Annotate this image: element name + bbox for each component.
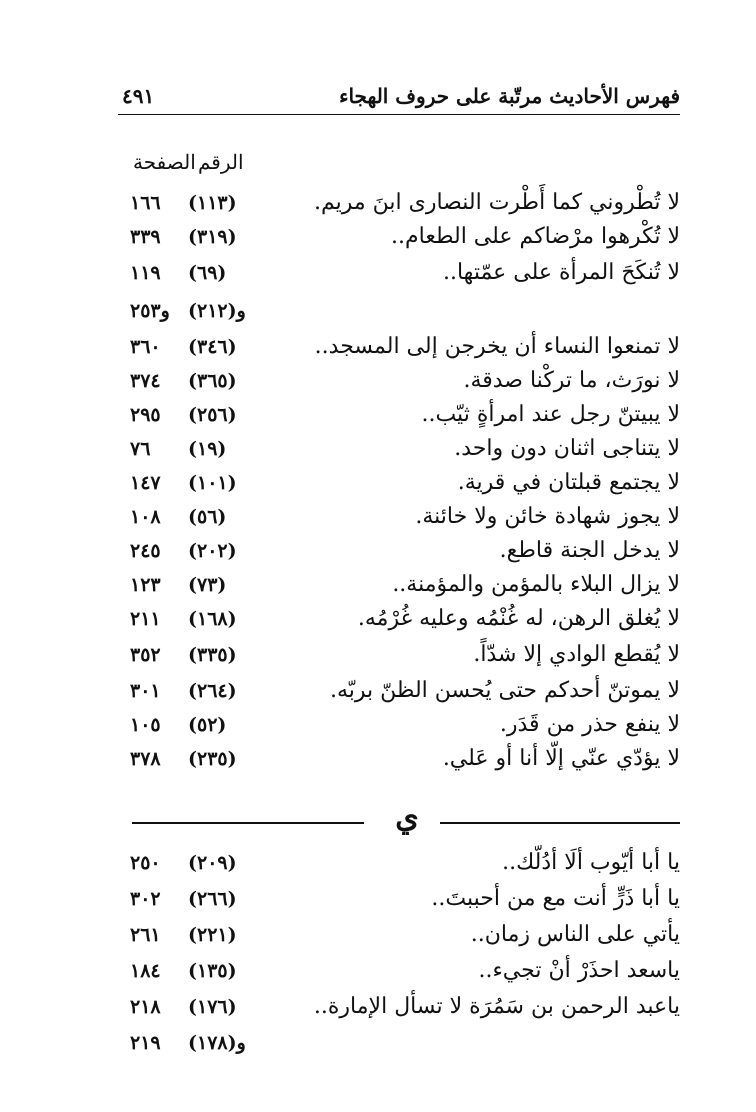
hadith-text: لا تُطْروني كما أَطْرت النصارى ابنَ مريم. <box>313 190 680 215</box>
hadith-text: لا نورَث، ما تركْنا صدقة. <box>463 368 680 393</box>
index-entry <box>0 470 756 504</box>
hadith-text: لا يُقطع الوادي إلا شدّاً. <box>473 642 680 667</box>
hadith-number: (٥٦) <box>188 506 227 528</box>
page-reference: ٢٩٥ <box>130 404 161 426</box>
hadith-text: لا ينفع حذر من قَدَر. <box>499 712 680 737</box>
hadith-text: لا تمنعوا النساء أن يخرجن إلى المسجد.. <box>314 334 680 359</box>
hadith-number: و(٢١٢) <box>188 300 246 322</box>
page-reference: ١٦٦ <box>130 192 161 214</box>
hadith-text: يأتي على الناس زمان.. <box>470 922 680 947</box>
page-reference: ٢٤٥ <box>130 540 161 562</box>
hadith-number: (١٣٥) <box>188 960 237 982</box>
index-entry <box>0 402 756 436</box>
hadith-number: (١٦٨) <box>188 608 237 630</box>
hadith-number: (٦٩) <box>188 262 227 284</box>
index-entry <box>0 504 756 538</box>
column-header-page: الصفحة <box>133 150 196 174</box>
hadith-text: يا أبا أيّوب ألَا أدُلّك.. <box>502 850 680 875</box>
hadith-number: (٥٢) <box>188 714 227 736</box>
hadith-number: (١٧٦) <box>188 996 237 1018</box>
hadith-number: (١٠١) <box>188 472 237 494</box>
index-entry <box>0 190 756 224</box>
hadith-number: (٢٥٦) <box>188 404 237 426</box>
hadith-number: (١٩) <box>188 438 227 460</box>
running-header <box>118 78 680 115</box>
page-reference: ١٢٣ <box>130 574 161 596</box>
page-reference: و٢٥٣ <box>130 300 170 322</box>
hadith-text: لا يتناجى اثنان دون واحد. <box>454 436 680 461</box>
page-reference: ٣٧٨ <box>130 748 161 770</box>
hadith-number: (٣١٩) <box>188 226 237 248</box>
hadith-number: (٣٤٦) <box>188 336 237 358</box>
index-entry <box>0 436 756 470</box>
hadith-text: يا أبا ذَرٍّ أنت مع من أحببتَ.. <box>431 886 680 911</box>
hadith-text: لا يجتمع قبلتان في قرية. <box>457 470 680 495</box>
hadith-number: (١١٣) <box>188 192 237 214</box>
page-reference: ١٤٧ <box>130 472 161 494</box>
index-entry <box>0 994 756 1028</box>
page-reference: ٧٦ <box>130 438 151 460</box>
index-entry <box>0 368 756 402</box>
page-reference: ٢٦١ <box>130 924 161 946</box>
hadith-number: (٢٢١) <box>188 924 237 946</box>
index-entry-continuation <box>0 1030 756 1064</box>
column-header-number: الرقم <box>198 150 244 174</box>
hadith-text: لا يبيتنّ رجل عند امرأةٍ ثيّب.. <box>421 402 680 427</box>
page-reference: ٣٦٠ <box>130 336 161 358</box>
hadith-number: (٢٠٢) <box>188 540 237 562</box>
index-entry <box>0 886 756 920</box>
section-letter: ي <box>395 800 419 835</box>
hadith-text: لا تُنكَحَ المرأة على عمّتها.. <box>442 260 680 285</box>
hadith-text: ياسعد احذَرْ أنْ تجيء.. <box>478 958 680 983</box>
page-reference: ٢٥٠ <box>130 852 161 874</box>
index-entry <box>0 260 756 294</box>
page-reference: ١١٩ <box>130 262 161 284</box>
index-entry <box>0 958 756 992</box>
page-reference: ٢١١ <box>130 608 161 630</box>
page-reference: ٣٠٢ <box>130 888 161 910</box>
hadith-text: لا تُكْرهوا مرْضاكم على الطعام.. <box>391 224 680 249</box>
index-entry-continuation <box>0 298 756 332</box>
hadith-number: (٢٦٦) <box>188 888 237 910</box>
page-reference: ١٠٨ <box>130 506 161 528</box>
page-reference: ٣٥٢ <box>130 644 161 666</box>
section-rule-right <box>440 822 680 824</box>
hadith-text: ياعبد الرحمن بن سَمُرَة لا تسأل الإمارة.. <box>313 994 680 1019</box>
hadith-number: (٢٣٥) <box>188 748 237 770</box>
hadith-text: لا يدخل الجنة قاطع. <box>499 538 680 563</box>
index-entry <box>0 642 756 676</box>
index-entry <box>0 334 756 368</box>
section-rule-left <box>132 822 364 824</box>
page-reference: ١٨٤ <box>130 960 161 982</box>
hadith-text: لا يزال البلاء بالمؤمن والمؤمنة.. <box>392 572 680 597</box>
page-reference: ٣٠١ <box>130 680 161 702</box>
index-entry <box>0 712 756 746</box>
hadith-number: (٧٣) <box>188 574 227 596</box>
index-entry <box>0 746 756 780</box>
hadith-number: (٣٦٥) <box>188 370 237 392</box>
index-entry <box>0 678 756 712</box>
page-number: ٤٩١ <box>122 84 155 108</box>
hadith-number: و(١٧٨) <box>188 1032 246 1054</box>
index-entry <box>0 922 756 956</box>
index-entry <box>0 850 756 884</box>
page-reference: ٣٣٩ <box>130 226 161 248</box>
header-title: فهرس الأحاديث مرتّبة على حروف الهجاء <box>339 84 680 108</box>
hadith-text: لا يموتنّ أحدكم حتى يُحسن الظنّ بربّه. <box>329 678 680 703</box>
index-entry <box>0 606 756 640</box>
hadith-number: (٣٣٥) <box>188 644 237 666</box>
hadith-number: (٢٠٩) <box>188 852 237 874</box>
page-reference: ٣٧٤ <box>130 370 161 392</box>
hadith-text: لا يؤدّي عنّي إلّا أنا أو عَلي. <box>442 746 680 771</box>
hadith-text: لا يُغلق الرهن، له غُنْمُه وعليه غُرْمُه. <box>357 606 680 631</box>
hadith-number: (٢٦٤) <box>188 680 237 702</box>
hadith-text: لا يجوز شهادة خائن ولا خائنة. <box>415 504 680 529</box>
page-reference: ١٠٥ <box>130 714 161 736</box>
index-entry <box>0 224 756 258</box>
page-reference: ٢١٨ <box>130 996 161 1018</box>
index-entry <box>0 538 756 572</box>
page-reference: ٢١٩ <box>130 1032 161 1054</box>
index-entry <box>0 572 756 606</box>
